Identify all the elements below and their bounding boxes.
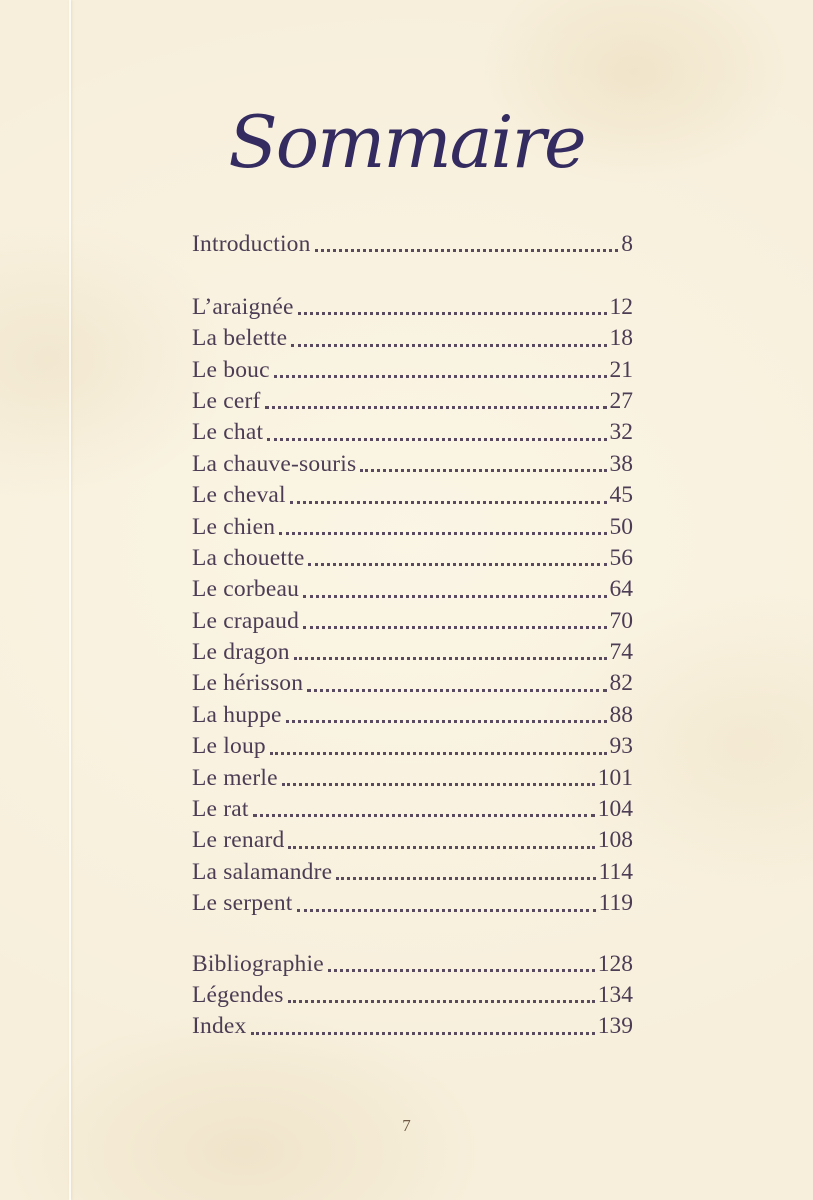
toc-entry-page: 114 xyxy=(598,858,633,885)
toc-row xyxy=(192,763,633,794)
toc-row xyxy=(192,543,633,574)
toc-entry-label: La chouette xyxy=(192,544,305,571)
toc-row xyxy=(192,417,633,448)
toc-entry-label: Le cheval xyxy=(192,482,286,509)
toc-entry-page: 38 xyxy=(609,450,633,477)
toc-row xyxy=(192,888,633,919)
toc-entry-label: Le renard xyxy=(192,827,285,854)
toc-entry-page: 88 xyxy=(609,701,633,728)
dot-leader xyxy=(282,783,595,786)
toc-entry-label: Le merle xyxy=(192,764,278,791)
toc-entry-label: Index xyxy=(192,1013,247,1040)
toc-entry-label: Le chien xyxy=(192,513,276,540)
toc-entry-label: Le loup xyxy=(192,733,266,760)
folio-page-number: 7 xyxy=(402,1116,411,1135)
toc-entry-label: Le rat xyxy=(192,796,249,823)
toc-row xyxy=(192,1011,633,1042)
section-spacer xyxy=(192,920,633,949)
toc-row xyxy=(192,606,633,637)
section-spacer xyxy=(192,260,633,291)
dot-leader xyxy=(267,438,606,441)
toc-entry-label: Le serpent xyxy=(192,890,293,917)
toc-entry-label: Légendes xyxy=(192,981,284,1008)
toc-entry-page: 139 xyxy=(597,1013,633,1040)
dot-leader xyxy=(360,469,606,472)
toc-entry-page: 134 xyxy=(597,981,633,1008)
toc-row xyxy=(192,512,633,543)
toc-row xyxy=(192,386,633,417)
toc-row xyxy=(192,292,633,323)
toc-entry-label: Le cerf xyxy=(192,387,261,414)
toc-entry-page: 93 xyxy=(609,733,633,760)
toc-entry-page: 119 xyxy=(598,890,633,917)
toc-entry-page: 12 xyxy=(609,293,633,320)
dot-leader xyxy=(265,406,607,409)
toc-entry-label: Le chat xyxy=(192,419,264,446)
toc-entry-page: 45 xyxy=(609,482,633,509)
toc-entry-page: 101 xyxy=(597,764,633,791)
dot-leader xyxy=(270,752,607,755)
toc-row xyxy=(192,949,633,980)
toc-entry-label: Le hérisson xyxy=(192,670,304,697)
toc-entry-label: L’araignée xyxy=(192,293,294,320)
toc-row xyxy=(192,229,633,260)
dot-leader xyxy=(303,595,606,598)
toc-entry-page: 18 xyxy=(609,325,633,352)
toc-entry-page: 128 xyxy=(597,950,633,977)
toc-row xyxy=(192,700,633,731)
dot-leader xyxy=(253,814,595,817)
toc-row xyxy=(192,449,633,480)
toc-row xyxy=(192,574,633,605)
dot-leader xyxy=(291,344,606,347)
toc-entry-label: Le dragon xyxy=(192,639,290,666)
dot-leader xyxy=(288,846,594,849)
toc-row xyxy=(192,637,633,668)
dot-leader xyxy=(298,312,607,315)
dot-leader xyxy=(328,969,595,972)
dot-leader xyxy=(297,909,596,912)
toc-row xyxy=(192,668,633,699)
table-of-contents xyxy=(192,229,633,1043)
toc-entry-page: 74 xyxy=(609,639,633,666)
toc-entry-label: Bibliographie xyxy=(192,950,324,977)
toc-entry-label: Le crapaud xyxy=(192,607,300,634)
toc-row xyxy=(192,980,633,1011)
dot-leader xyxy=(251,1032,595,1035)
toc-entry-label: La chauve-souris xyxy=(192,450,357,477)
dot-leader xyxy=(274,375,607,378)
dot-leader xyxy=(303,626,606,629)
toc-row xyxy=(192,794,633,825)
toc-entry-page: 70 xyxy=(609,607,633,634)
toc-row xyxy=(192,857,633,888)
toc-entry-label: La belette xyxy=(192,325,288,352)
toc-entry-page: 32 xyxy=(609,419,633,446)
toc-entry-label: Introduction xyxy=(192,231,311,257)
dot-leader xyxy=(308,563,606,566)
toc-row xyxy=(192,323,633,354)
toc-entry-page: 50 xyxy=(609,513,633,540)
toc-row xyxy=(192,731,633,762)
toc-entry-label: Le corbeau xyxy=(192,576,300,603)
page-title: Sommaire xyxy=(228,100,585,184)
toc-row xyxy=(192,355,633,386)
dot-leader xyxy=(307,689,606,692)
dot-leader xyxy=(288,1000,595,1003)
toc-entry-label: La salamandre xyxy=(192,858,333,885)
toc-row xyxy=(192,480,633,511)
dot-leader xyxy=(336,877,595,880)
toc-entry-label: Le bouc xyxy=(192,356,270,383)
dot-leader xyxy=(315,249,619,252)
dot-leader xyxy=(286,720,607,723)
toc-entry-page: 64 xyxy=(609,576,633,603)
dot-leader xyxy=(290,501,607,504)
toc-entry-page: 82 xyxy=(609,670,633,697)
dot-leader xyxy=(294,657,607,660)
toc-entry-page: 104 xyxy=(597,796,633,823)
toc-row xyxy=(192,825,633,856)
toc-entry-label: La huppe xyxy=(192,701,282,728)
toc-entry-page: 108 xyxy=(597,827,633,854)
dot-leader xyxy=(279,532,606,535)
toc-entry-page: 8 xyxy=(621,231,633,257)
toc-entry-page: 21 xyxy=(609,356,633,383)
toc-entry-page: 56 xyxy=(609,544,633,571)
toc-entry-page: 27 xyxy=(609,387,633,414)
